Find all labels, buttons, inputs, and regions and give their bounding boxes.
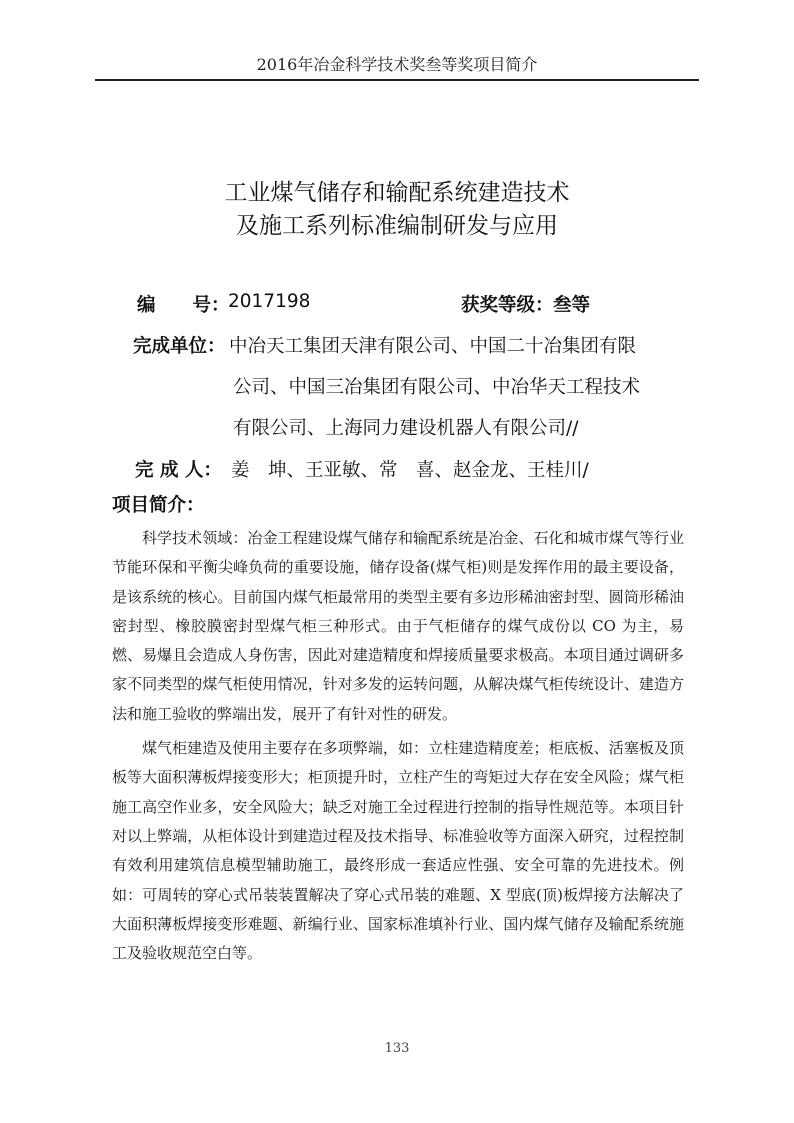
units-line-2: 公司、中国三冶集团有限公司、中冶华天工程技术: [233, 377, 641, 398]
award-value: 叁等: [553, 295, 591, 316]
intro-paragraph-2: 煤气柜建造及使用主要存在多项弊端，如：立柱建造精度差；柜底板、活塞板及顶板等大面积薄板焊接变形大；柜顶提升时，立柱产生的弯矩过大存在安全风险；煤气柜施工高空作业多，安全风险大；缺乏对施工全过程进行控制的指导性规范等。本项目针对以上弊端，从柜体设计到建造过程及技术指导、标准验收等方面深入研究，过程控制有效利用建筑信息模型辅助施工，最终形成一套适应性强、安全可靠的先进技术。例如：可周转的穿心式吊装装置解决了穿心式吊装的难题、X 型底(顶)板焊接方法解决了大面积薄板焊接变形难题、新编行业、国家标准填补行业、国内煤气储存及输配系统施工及验收规范空白等。: [112, 739, 684, 963]
project-title-line-2: 及施工系列标准编制研发与应用: [236, 213, 558, 239]
units-label: 完成单位：: [133, 336, 226, 357]
intro-heading: 项目简介：: [112, 495, 205, 516]
intro-paragraph-1: 科学技术领域：冶金工程建设煤气储存和输配系统是冶金、石化和城市煤气等行业节能环保和平衡尖峰负荷的重要设施，储存设备(煤气柜)则是发挥作用的最主要设备，是该系统的核心。目前国内煤气柜最常用的类型主要有多边形稀油密封型、圆筒形稀油密封型、橡胶膜密封型煤气柜三种形式。由于气柜储存的煤气成份以 CO 为主，易燃、易爆且会造成人身伤害，因此对建造精度和焊接质量要求极高。本项目通过调研多家不同类型的煤气柜使用情况，针对多发的运转问题，从解决煤气柜传统设计、建造方法和施工验收的弊端出发，展开了有针对性的研发。: [112, 529, 684, 723]
page-number: 133: [384, 1041, 410, 1056]
intro-body: [112, 524, 684, 968]
units-line-3: 有限公司、上海同力建设机器人有限公司//: [233, 418, 579, 439]
number-value: 2017198: [228, 291, 311, 312]
persons-value: 姜 坤、王亚敏、常 喜、赵金龙、王桂川/: [231, 460, 589, 481]
award-label: 获奖等级：: [461, 295, 554, 316]
units-line-1: 中冶天工集团天津有限公司、中国二十冶集团有限: [229, 336, 637, 357]
project-title-line-1: 工业煤气储存和输配系统建造技术: [224, 180, 570, 206]
header-divider: [95, 79, 699, 81]
persons-label: 完 成 人：: [135, 460, 222, 481]
running-header: 2016年冶金科学技术奖叁等奖项目简介: [256, 55, 538, 74]
number-label: 编 号：: [137, 295, 230, 316]
